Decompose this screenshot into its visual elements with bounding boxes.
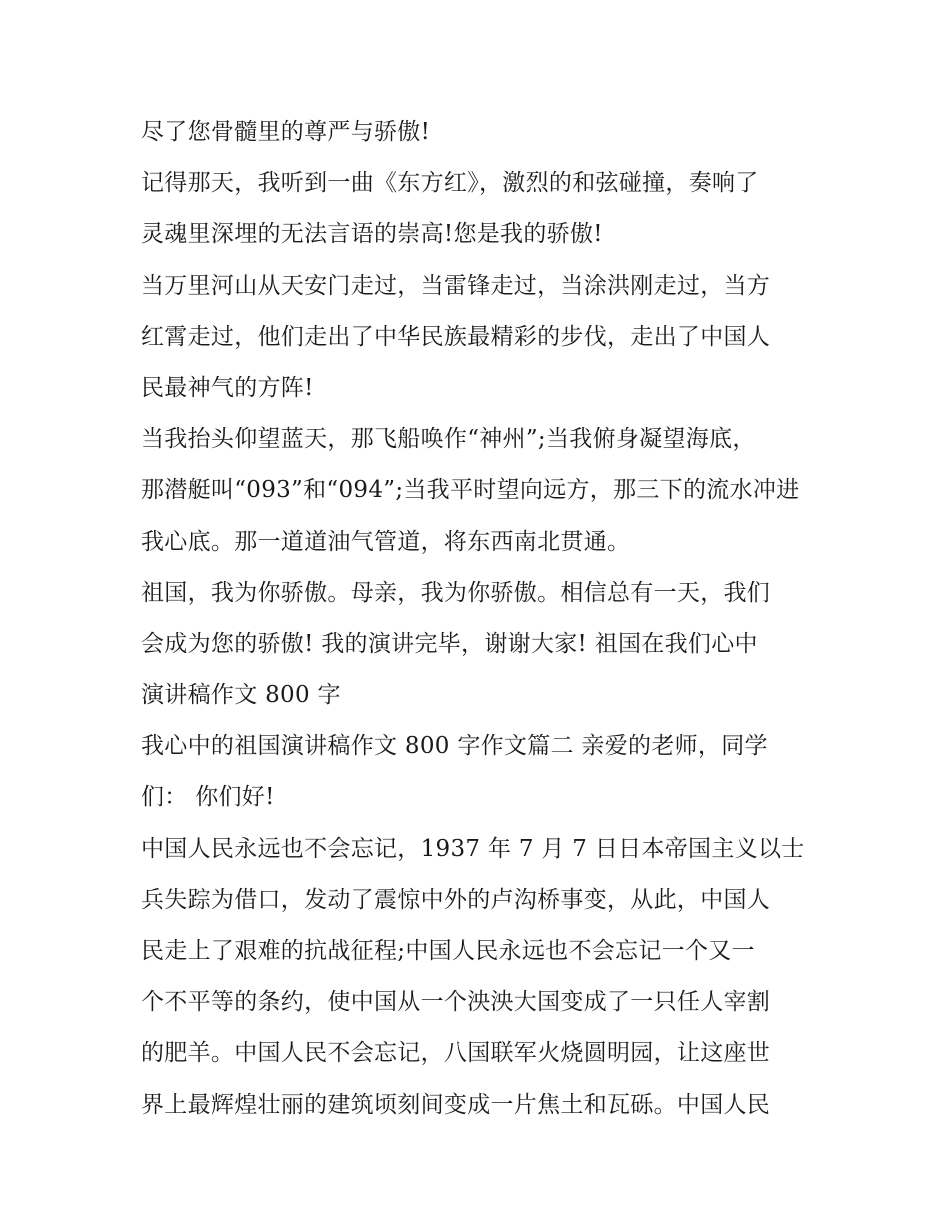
text-line: 民最神气的方阵! [141,374,314,401]
text-line: 尽了您骨髓里的尊严与骄傲! [141,119,431,145]
text-line: 们： 你们好! [141,784,275,811]
text-line: 当万里河山从天安门走过，当雷锋走过，当涂洪刚走过，当方 [141,272,771,299]
text-line: 我心底。那一道道油气管道，将东西南北贯通。 [141,528,631,555]
text-line: 演讲稿作文 800 字 [141,682,341,709]
text-line: 会成为您的骄傲! 我的演讲完毕，谢谢大家! 祖国在我们心中 [141,630,758,657]
text-line: 红霄走过，他们走出了中华民族最精彩的步伐，走出了中国人 [141,323,771,350]
text-line: 当我抬头仰望蓝天，那飞船唤作“神州”;当我俯身凝望海底， [141,426,756,453]
text-line: 个不平等的条约，使中国从一个泱泱大国变成了一只任人宰割 [141,989,771,1016]
text-line: 兵失踪为借口，发动了震惊中外的卢沟桥事变，从此，中国人 [141,886,771,913]
text-line: 我心中的祖国演讲稿作文 800 字作文篇二 亲爱的老师，同学 [141,733,768,760]
text-line: 的肥羊。中国人民不会忘记，八国联军火烧圆明园，让这座世 [141,1040,771,1067]
text-line: 记得那天，我听到一曲《东方红》，激烈的和弦碰撞，奏响了 [141,170,759,197]
document-body [141,107,821,1131]
text-line: 界上最辉煌壮丽的建筑顷刻间变成一片焦土和瓦砾。中国人民 [141,1091,771,1118]
text-line: 祖国，我为你骄傲。母亲，我为你骄傲。相信总有一天，我们 [141,579,771,606]
text-line: 灵魂里深埋的无法言语的崇高!您是我的骄傲! [141,221,603,248]
text-line: 那潜艇叫“093”和“094”;当我平时望向远方，那三下的流水冲进 [141,477,800,504]
text-line: 民走上了艰难的抗战征程;中国人民永远也不会忘记一个又一 [141,938,755,964]
text-line: 中国人民永远也不会忘记，1937 年 7 月 7 日日本帝国主义以士 [141,835,805,862]
